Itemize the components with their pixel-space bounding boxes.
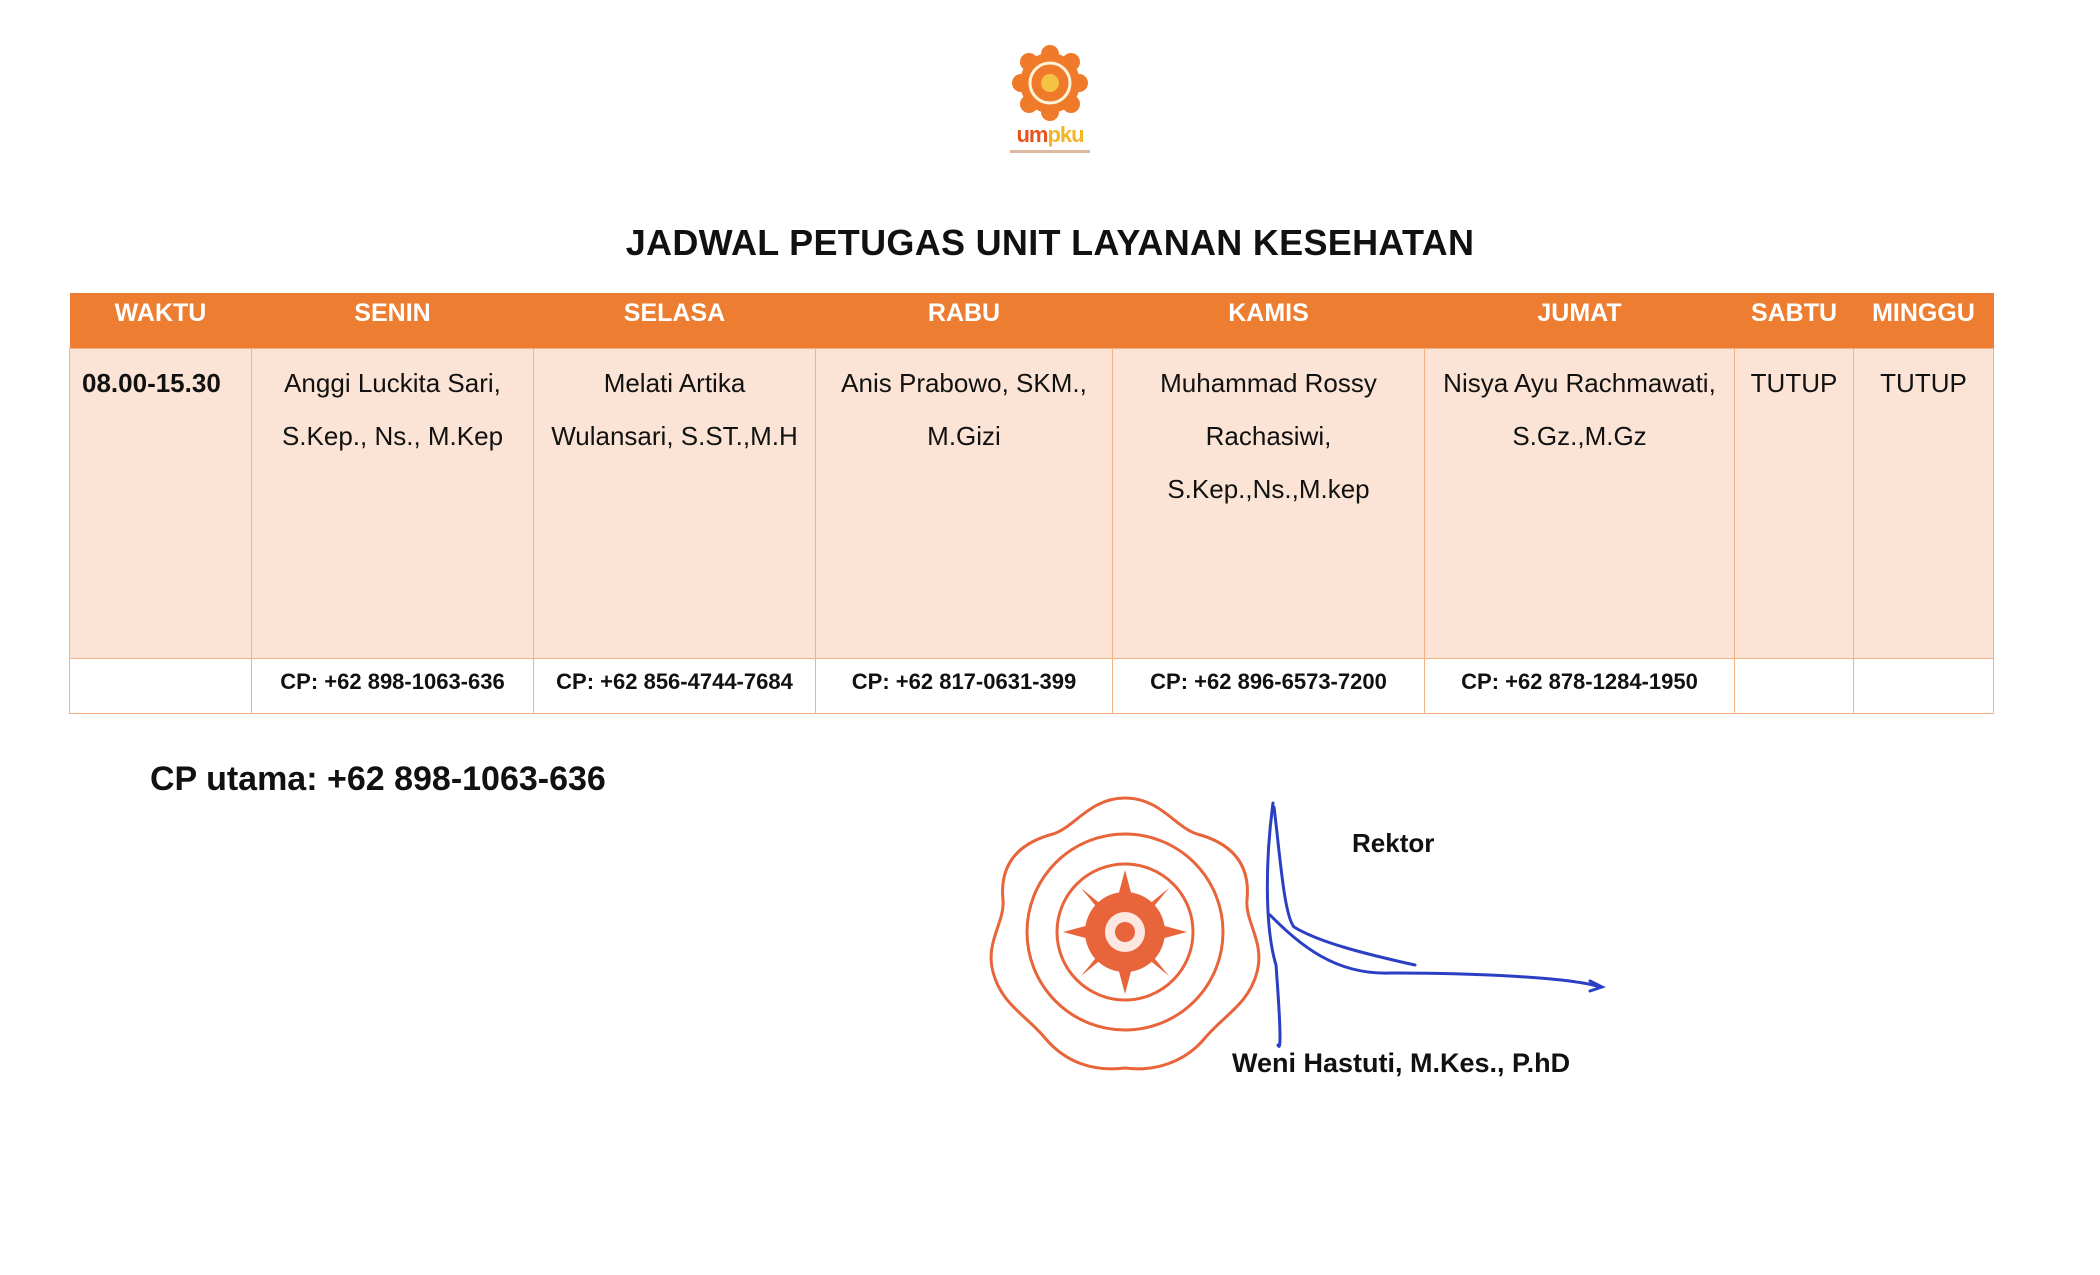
officer-row: [70, 348, 1994, 658]
time-cell: 08.00-15.30: [70, 348, 252, 658]
header-kamis: KAMIS: [1113, 293, 1425, 348]
contact-senin: CP: +62 898-1063-636: [252, 658, 534, 713]
officer-minggu: TUTUP: [1854, 348, 1994, 658]
contact-rabu: CP: +62 817-0631-399: [816, 658, 1113, 713]
contact-empty-minggu: [1854, 658, 1994, 713]
sun-emblem-icon: [1011, 44, 1089, 122]
officer-jumat: Nisya Ayu Rachmawati, S.Gz.,M.Gz: [1425, 348, 1735, 658]
header-senin: SENIN: [252, 293, 534, 348]
signer-name: Weni Hastuti, M.Kes., P.hD: [1232, 1048, 1571, 1078]
contact-kamis: CP: +62 896-6573-7200: [1113, 658, 1425, 713]
contact-empty-waktu: [70, 658, 252, 713]
signer-role: Rektor: [1352, 828, 1435, 858]
officer-sabtu: TUTUP: [1735, 348, 1854, 658]
logo-caption-line: [1010, 150, 1090, 153]
officer-senin: Anggi Luckita Sari, S.Kep., Ns., M.Kep: [252, 348, 534, 658]
contact-row: [70, 658, 1994, 713]
contact-empty-sabtu: [1735, 658, 1854, 713]
header-rabu: RABU: [816, 293, 1113, 348]
university-stamp: [975, 782, 1275, 1082]
header-selasa: SELASA: [534, 293, 816, 348]
main-contact: CP utama: +62 898-1063-636: [150, 760, 606, 798]
officer-rabu: Anis Prabowo, SKM., M.Gizi: [816, 348, 1113, 658]
university-logo: [1000, 44, 1100, 162]
header-waktu: WAKTU: [70, 293, 252, 348]
officer-kamis: Muhammad Rossy Rachasiwi, S.Kep.,Ns.,M.kep: [1113, 348, 1425, 658]
page-title: JADWAL PETUGAS UNIT LAYANAN KESEHATAN: [625, 222, 1475, 263]
header-minggu: MINGGU: [1854, 293, 1994, 348]
header-jumat: JUMAT: [1425, 293, 1735, 348]
contact-selasa: CP: +62 856-4744-7684: [534, 658, 816, 713]
contact-jumat: CP: +62 878-1284-1950: [1425, 658, 1735, 713]
schedule-table: [69, 293, 1994, 714]
officer-selasa: Melati Artika Wulansari, S.ST.,M.H: [534, 348, 816, 658]
logo-wordmark: umpku: [1016, 122, 1084, 147]
header-sabtu: SABTU: [1735, 293, 1854, 348]
header-row: [70, 293, 1994, 348]
